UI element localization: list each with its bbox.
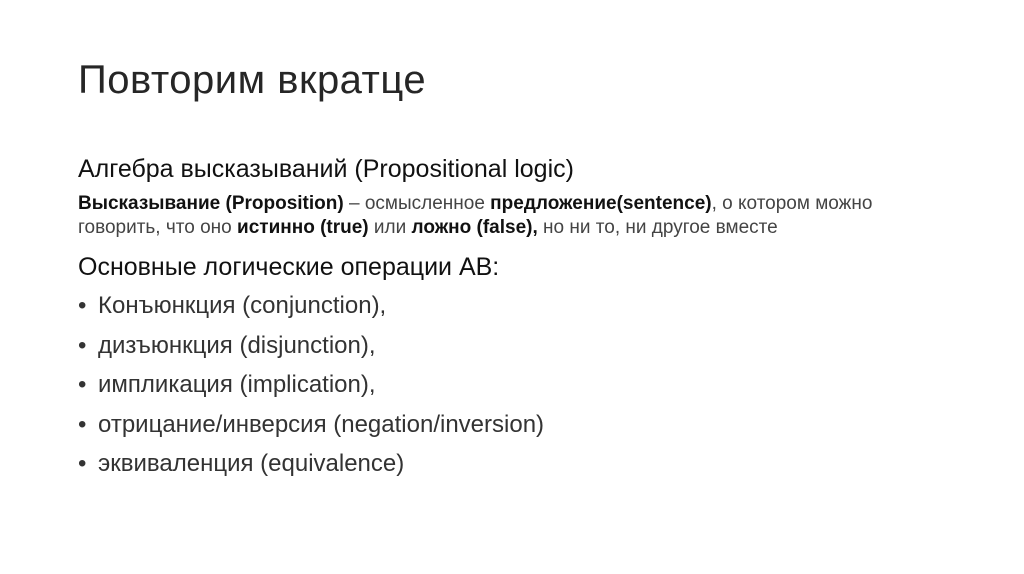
bullet-icon: • bbox=[78, 371, 87, 398]
definition-text-4: но ни то, ни другое вместе bbox=[537, 217, 778, 238]
definition-text-2: , о котором можно говорить, что оно bbox=[78, 193, 873, 238]
term-proposition: Высказывание (Proposition) bbox=[78, 193, 344, 214]
operations-list bbox=[78, 286, 958, 484]
term-false: ложно (false), bbox=[411, 217, 538, 238]
list-item bbox=[78, 405, 958, 445]
term-sentence: предложение(sentence) bbox=[490, 193, 712, 214]
definition-text-1: – осмысленное bbox=[343, 193, 491, 214]
section-heading-operations: Основные логические операции АВ: bbox=[78, 253, 500, 281]
term-true: истинно (true) bbox=[237, 217, 369, 238]
bullet-icon: • bbox=[78, 450, 87, 477]
bullet-icon: • bbox=[78, 331, 87, 359]
slide-content bbox=[78, 150, 958, 484]
list-item-text: импликация (implication), bbox=[98, 371, 376, 398]
list-item-text: дизъюнкция (disjunction), bbox=[98, 331, 376, 359]
bullet-icon: • bbox=[78, 410, 87, 438]
list-item bbox=[78, 444, 958, 484]
list-item bbox=[78, 365, 958, 405]
proposition-definition bbox=[78, 192, 958, 240]
list-item bbox=[78, 286, 958, 326]
list-item bbox=[78, 326, 958, 366]
section-heading-propositional-logic: Алгебра высказываний (Propositional logic) bbox=[78, 155, 574, 183]
list-item-text: отрицание/инверсия (negation/inversion) bbox=[98, 410, 545, 438]
bullet-icon: • bbox=[78, 292, 87, 319]
slide-title: Повторим вкратце bbox=[78, 58, 427, 102]
list-item-text: Конъюнкция (conjunction), bbox=[98, 292, 387, 319]
list-item-text: эквиваленция (equivalence) bbox=[98, 450, 405, 477]
definition-text-3: или bbox=[368, 217, 412, 238]
